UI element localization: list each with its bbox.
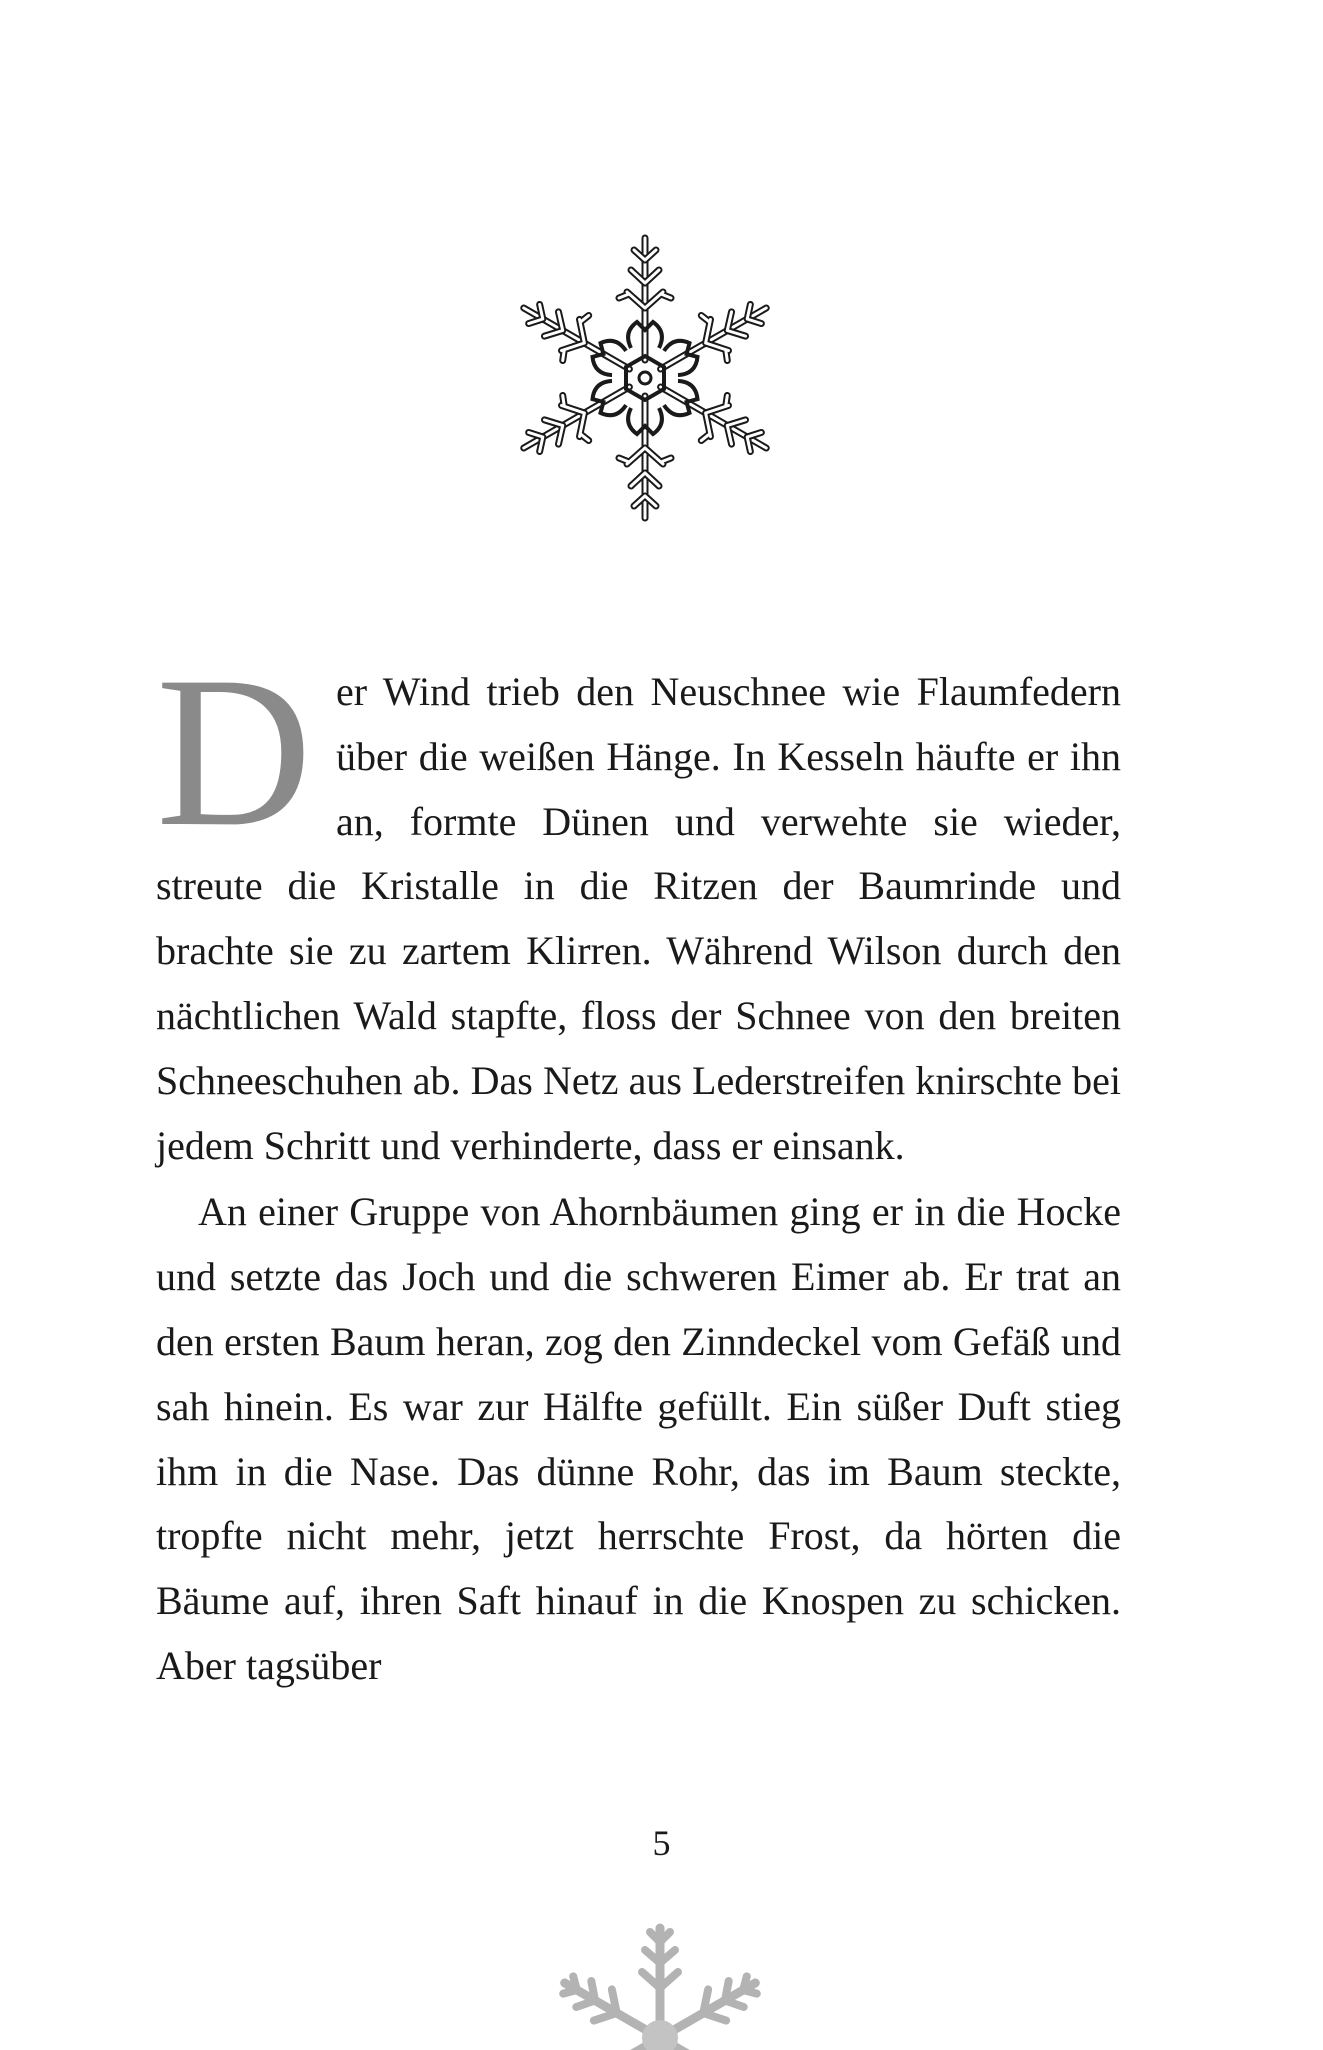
paragraph-1 (156, 632, 1121, 1178)
snowflake-icon (540, 1918, 780, 2050)
paragraph-2: An einer Gruppe von Ahornbäumen ging er in die Hocke und setzte das Joch und die schweren Eimer ab. Er trat an den ersten Baum heran, zog den Zinndeckel vom Gefäß und sah hinein. Es war zur Hälfte gefüllt. Ein süßer Duft stieg ihm in die Nase. Das dünne Rohr, das im Baum steckte, tropfte nicht mehr, jetzt herrschte Frost, da hörten die Bäume auf, ihren Saft hinauf in die Knospen zu schicken. Aber tagsüber (156, 1189, 1121, 1688)
paragraph-1-text: er Wind trieb den Neuschnee wie Flaumfedern über die weißen Hänge. In Kesseln häufte er ihn an, formte Dünen und verwehte sie wieder, streute die Kristalle in die Ritzen der Baumrinde und brachte sie zu zartem Klirren. Während Wilson durch den nächtlichen Wald stapfte, floss der Schnee von den breiten Schneeschuhen ab. Das Netz aus Lederstreifen knirschte bei jedem Schritt und verhinderte, dass er einsank. (156, 669, 1121, 1168)
drop-cap: D (156, 632, 312, 871)
page-number: 5 (652, 1823, 671, 1863)
body-text (156, 632, 1121, 1699)
snowflake-icon (510, 228, 780, 528)
